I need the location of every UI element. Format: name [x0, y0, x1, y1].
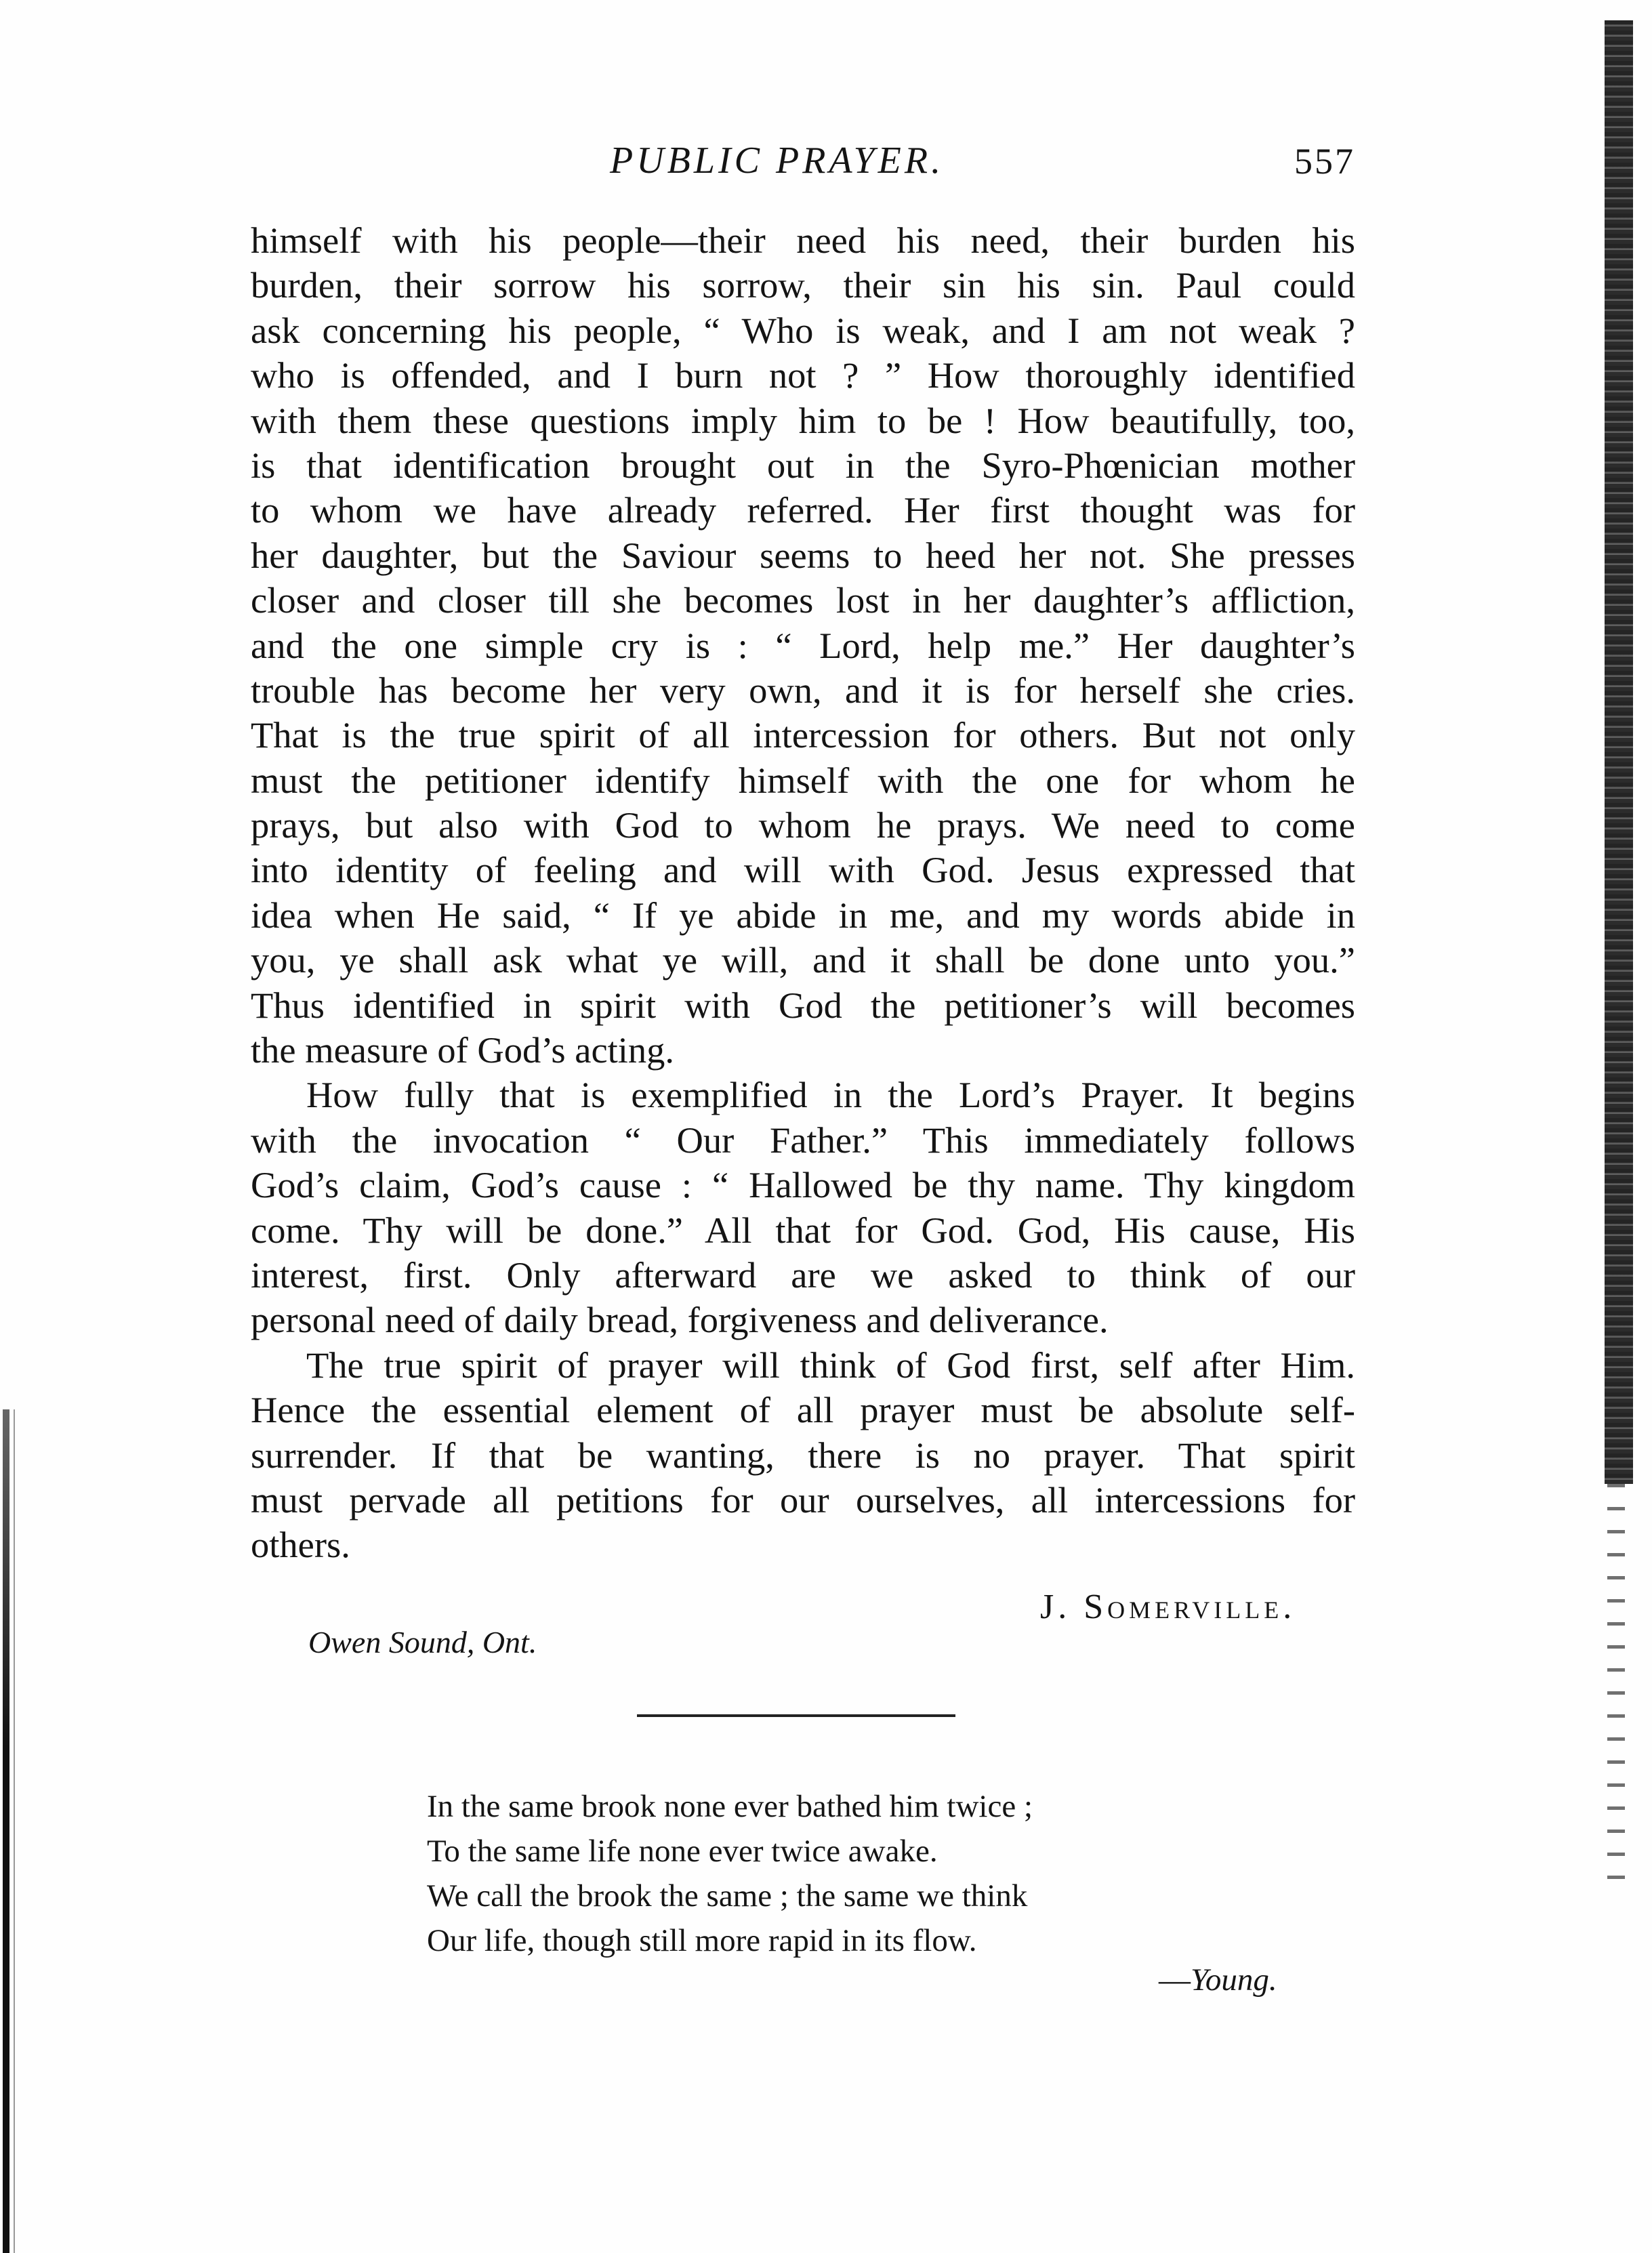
body-line: with them these questions imply him to be ! How beautifully, too, [251, 399, 1355, 441]
body-line: must the petitioner identify himself with the one for whom he [251, 759, 1355, 801]
author-place: Owen Sound, Ont. [308, 1625, 537, 1659]
page-binding-edge-right [1605, 20, 1633, 1484]
body-line: burden, their sorrow his sorrow, their sin his sin. Paul could [251, 264, 1355, 306]
body-line: Thus identified in spirit with God the petitioner’s will becomes [251, 984, 1355, 1026]
signature-name: Somerville. [1083, 1588, 1296, 1626]
page-number: 557 [1294, 141, 1355, 182]
body-line: closer and closer till she becomes lost in her daughter’s affliction, [251, 579, 1355, 621]
page-binding-edge-right-lower [1607, 1484, 1625, 1890]
attribution-dash: — [1159, 1962, 1191, 1998]
body-line: prays, but also with God to whom he prays. We need to come [251, 804, 1355, 846]
body-line: That is the true spirit of all intercession for others. But not only [251, 714, 1355, 756]
page-scan-edge-left-fine [14, 1409, 15, 2253]
body-line: others. [251, 1524, 350, 1566]
body-line: her daughter, but the Saviour seems to heed her not. She presses [251, 534, 1355, 576]
poem-line: In the same brook none ever bathed him twice ; [427, 1789, 1033, 1824]
body-line: The true spirit of prayer will think of God first, self after Him. [306, 1344, 1355, 1386]
body-line: Hence the essential element of all prayer must be absolute self- [251, 1389, 1355, 1431]
poem-line: We call the brook the same ; the same we think [427, 1878, 1028, 1914]
poem-line: Our life, though still more rapid in its flow. [427, 1923, 977, 1958]
body-line: and the one simple cry is : “ Lord, help me.” Her daughter’s [251, 624, 1355, 666]
author-signature [1040, 1587, 1296, 1627]
body-line: trouble has become her very own, and it is for herself she cries. [251, 669, 1355, 711]
signature-initial: J. [1040, 1588, 1084, 1626]
body-line: the measure of God’s acting. [251, 1029, 675, 1071]
running-title: PUBLIC PRAYER. [610, 140, 945, 182]
poem-attribution [1159, 1962, 1277, 1998]
body-line: who is offended, and I burn not ? ” How thoroughly identified [251, 354, 1355, 396]
body-line: to whom we have already referred. Her first thought was for [251, 489, 1355, 531]
page-scan-edge-left [3, 1409, 9, 2253]
body-line: interest, first. Only afterward are we asked to think of our [251, 1254, 1355, 1296]
poem-epigraph [427, 1784, 1033, 1963]
body-line: God’s claim, God’s cause : “ Hallowed be thy name. Thy kingdom [251, 1164, 1355, 1206]
body-line: personal need of daily bread, forgiveness and deliverance. [251, 1299, 1109, 1341]
body-line: is that identification brought out in the Syro-Phœnician mother [251, 444, 1355, 486]
section-divider-rule [637, 1714, 955, 1717]
body-line: come. Thy will be done.” All that for God. God, His cause, His [251, 1209, 1355, 1251]
body-line: How fully that is exemplified in the Lord’s Prayer. It begins [306, 1074, 1355, 1116]
body-line: surrender. If that be wanting, there is no prayer. That spirit [251, 1434, 1355, 1476]
poem-line: To the same life none ever twice awake. [427, 1834, 938, 1869]
attribution-name: Young. [1191, 1962, 1277, 1998]
body-line: into identity of feeling and will with God. Jesus expressed that [251, 849, 1355, 891]
body-line: himself with his people—their need his need, their burden his [251, 220, 1355, 261]
body-line: you, ye shall ask what ye will, and it shall be done unto you.” [251, 939, 1355, 981]
article-body [251, 218, 1355, 1568]
body-line: with the invocation “ Our Father.” This immediately follows [251, 1119, 1355, 1161]
body-line: must pervade all petitions for our ourselves, all intercessions for [251, 1479, 1355, 1521]
body-line: idea when He said, “ If ye abide in me, and my words abide in [251, 894, 1355, 936]
running-head [251, 139, 1355, 193]
body-line: ask concerning his people, “ Who is weak, and I am not weak ? [251, 309, 1355, 351]
